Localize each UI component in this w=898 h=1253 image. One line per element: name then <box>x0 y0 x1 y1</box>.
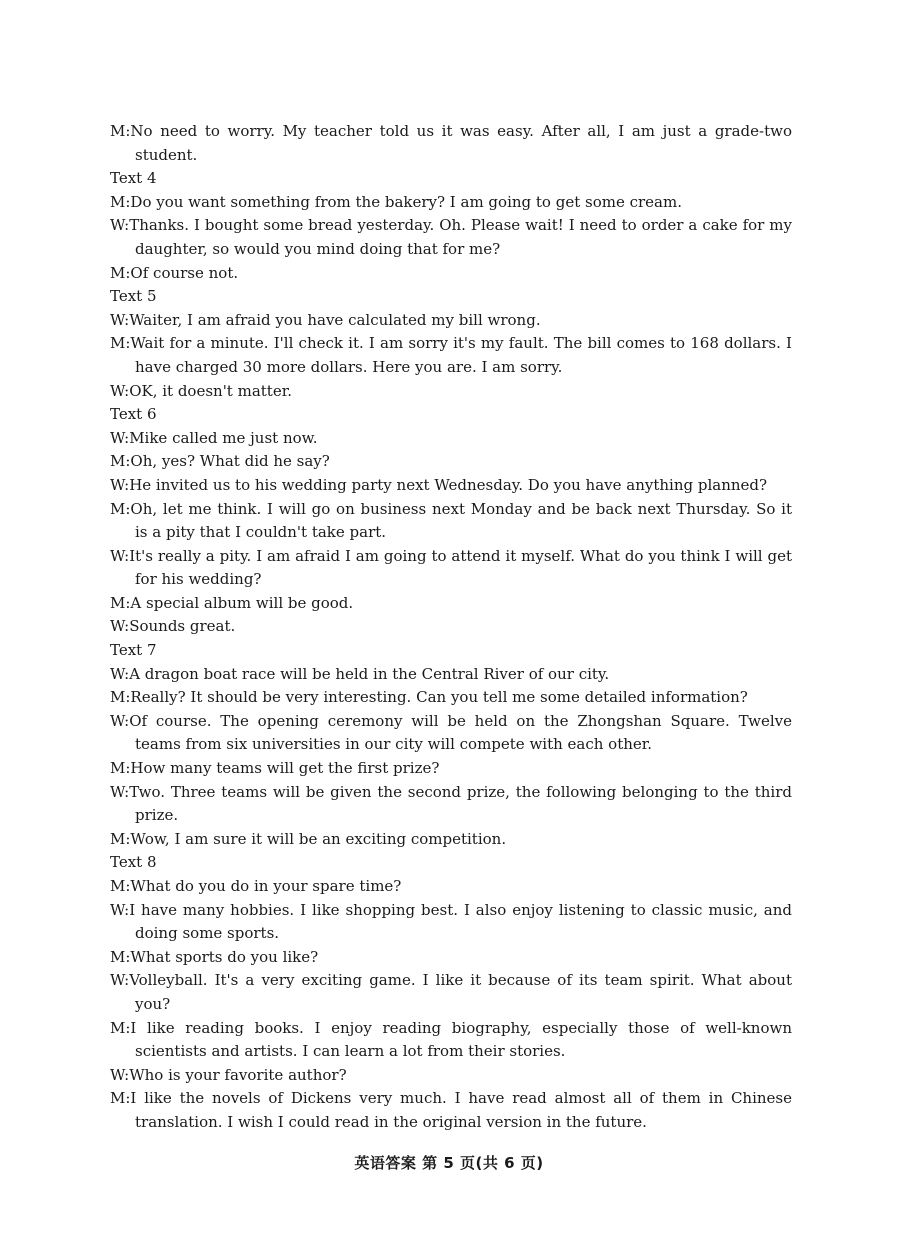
speaker-label: M <box>110 452 126 471</box>
transcript-body <box>110 120 792 1135</box>
speaker-separator: : <box>125 593 131 612</box>
dialogue-turn <box>110 686 792 710</box>
speaker-separator: : <box>124 1065 130 1084</box>
dialogue-turn <box>110 899 792 946</box>
dialogue-turn <box>110 710 792 757</box>
speaker-label: W <box>110 782 125 801</box>
utterance-text: Who is your favorite author? <box>129 1065 347 1084</box>
utterance-text: Thanks. I bought some bread yesterday. Oh. Please wait! I need to order a cake for my daughter, so would you mind doing that for me? <box>129 216 792 258</box>
section-heading: Text 6 <box>110 405 157 424</box>
speaker-separator: : <box>125 192 131 211</box>
page-footer: 英语答案 第 5 页(共 6 页) <box>354 1154 544 1172</box>
utterance-text: A special album will be good. <box>130 593 354 612</box>
speaker-label: M <box>110 334 126 353</box>
dialogue-turn <box>110 1064 792 1088</box>
utterance-text: I have many hobbies. I like shopping best. I also enjoy listening to classic music, and doing some sports. <box>129 900 792 943</box>
speaker-separator: : <box>125 263 131 282</box>
speaker-separator: : <box>125 877 131 895</box>
speaker-separator: : <box>125 688 131 707</box>
speaker-label: M <box>110 1089 126 1108</box>
speaker-label: M <box>110 1018 126 1037</box>
speaker-separator: : <box>125 1018 131 1037</box>
speaker-separator: : <box>125 759 131 778</box>
section-heading: Text 7 <box>110 641 157 660</box>
utterance-text: How many teams will get the first prize? <box>130 759 440 778</box>
dialogue-turn <box>110 427 792 451</box>
speaker-label: W <box>110 617 125 636</box>
speaker-separator: : <box>124 664 130 683</box>
dialogue-turn <box>110 663 792 687</box>
speaker-separator: : <box>125 499 131 518</box>
speaker-label: W <box>110 1065 125 1084</box>
utterance-text: It's really a pity. I am afraid I am going to attend it myself. What do you think I will get for his wedding? <box>129 546 792 589</box>
dialogue-turn <box>110 592 792 616</box>
speaker-separator: : <box>124 428 130 447</box>
dialogue-turn <box>110 875 792 899</box>
dialogue-turn <box>110 191 792 215</box>
speaker-separator: : <box>124 475 130 494</box>
dialogue-turn <box>110 262 792 286</box>
speaker-label: W <box>110 546 125 565</box>
speaker-label: W <box>110 310 125 329</box>
dialogue-turn <box>110 120 792 167</box>
dialogue-turn <box>110 757 792 781</box>
dialogue-turn <box>110 946 792 970</box>
speaker-label: M <box>110 122 126 140</box>
speaker-label: M <box>110 192 126 211</box>
utterance-text: A dragon boat race will be held in the Central River of our city. <box>129 664 610 683</box>
speaker-separator: : <box>124 711 130 730</box>
dialogue-turn <box>110 615 792 639</box>
speaker-label: W <box>110 711 125 730</box>
utterance-text: Mike called me just now. <box>129 428 318 447</box>
speaker-separator: : <box>124 310 130 329</box>
utterance-text: I like reading books. I enjoy reading biography, especially those of well-known scientists and artists. I can learn a lot from their stories. <box>130 1018 792 1061</box>
speaker-separator: : <box>125 947 131 966</box>
speaker-label: W <box>110 381 125 400</box>
section-heading: Text 5 <box>110 287 157 306</box>
utterance-text: Of course. The opening ceremony will be held on the Zhongshan Square. Twelve teams from six universities in our city will compete with each other. <box>129 711 792 754</box>
speaker-label: M <box>110 829 126 848</box>
utterance-text: What do you do in your spare time? <box>130 877 402 895</box>
speaker-separator: : <box>124 381 130 400</box>
dialogue-turn <box>110 545 792 592</box>
speaker-label: W <box>110 475 125 494</box>
speaker-label: M <box>110 877 126 895</box>
speaker-label: W <box>110 900 125 919</box>
dialogue-turn <box>110 309 792 333</box>
utterance-text: Of course not. <box>130 263 239 282</box>
dialogue-turn <box>110 474 792 498</box>
utterance-text: I like the novels of Dickens very much. I have read almost all of them in Chinese translation. I wish I could read in the original version in the future. <box>130 1089 792 1131</box>
speaker-label: W <box>110 971 125 990</box>
utterance-text: Oh, let me think. I will go on business next Monday and be back next Thursday. So it is a pity that I couldn't take part. <box>130 499 792 542</box>
speaker-separator: : <box>124 971 130 990</box>
speaker-separator: : <box>124 900 130 919</box>
speaker-separator: : <box>125 452 131 471</box>
utterance-text: Oh, yes? What did he say? <box>130 452 330 471</box>
dialogue-turn <box>110 781 792 828</box>
speaker-label: W <box>110 216 125 235</box>
speaker-separator: : <box>124 617 130 636</box>
dialogue-turn <box>110 332 792 379</box>
dialogue-turn <box>110 969 792 1016</box>
speaker-separator: : <box>125 1089 131 1108</box>
utterance-text: Wait for a minute. I'll check it. I am sorry it's my fault. The bill comes to 168 dollars. I have charged 30 more dollars. Here you are. I am sorry. <box>130 334 792 376</box>
speaker-label: W <box>110 664 125 683</box>
speaker-label: M <box>110 263 126 282</box>
speaker-separator: : <box>125 829 131 848</box>
utterance-text: Volleyball. It's a very exciting game. I like it because of its team spirit. What about you? <box>129 971 792 1013</box>
section-heading: Text 4 <box>110 169 157 188</box>
speaker-label: M <box>110 688 126 707</box>
speaker-separator: : <box>125 122 131 140</box>
dialogue-turn <box>110 450 792 474</box>
utterance-text: He invited us to his wedding party next Wednesday. Do you have anything planned? <box>129 475 768 494</box>
dialogue-turn <box>110 1017 792 1064</box>
dialogue-turn <box>110 828 792 852</box>
utterance-text: Waiter, I am afraid you have calculated my bill wrong. <box>129 310 541 329</box>
speaker-separator: : <box>124 782 130 801</box>
dialogue-turn <box>110 214 792 261</box>
dialogue-turn <box>110 380 792 404</box>
utterance-text: Wow, I am sure it will be an exciting competition. <box>130 829 507 848</box>
utterance-text: No need to worry. My teacher told us it was easy. After all, I am just a grade-two student. <box>130 122 792 164</box>
speaker-label: M <box>110 593 126 612</box>
speaker-label: M <box>110 759 126 778</box>
speaker-label: W <box>110 428 125 447</box>
utterance-text: What sports do you like? <box>130 947 319 966</box>
utterance-text: Two. Three teams will be given the second prize, the following belonging to the third prize. <box>129 782 792 825</box>
speaker-separator: : <box>124 546 130 565</box>
speaker-separator: : <box>125 334 131 353</box>
utterance-text: Do you want something from the bakery? I am going to get some cream. <box>130 192 682 211</box>
speaker-label: M <box>110 499 126 518</box>
utterance-text: OK, it doesn't matter. <box>129 381 292 400</box>
section-heading: Text 8 <box>110 853 157 872</box>
utterance-text: Sounds great. <box>129 617 236 636</box>
speaker-separator: : <box>124 216 130 235</box>
utterance-text: Really? It should be very interesting. Can you tell me some detailed information? <box>130 688 748 707</box>
speaker-label: M <box>110 947 126 966</box>
dialogue-turn <box>110 498 792 545</box>
dialogue-turn <box>110 1087 792 1134</box>
